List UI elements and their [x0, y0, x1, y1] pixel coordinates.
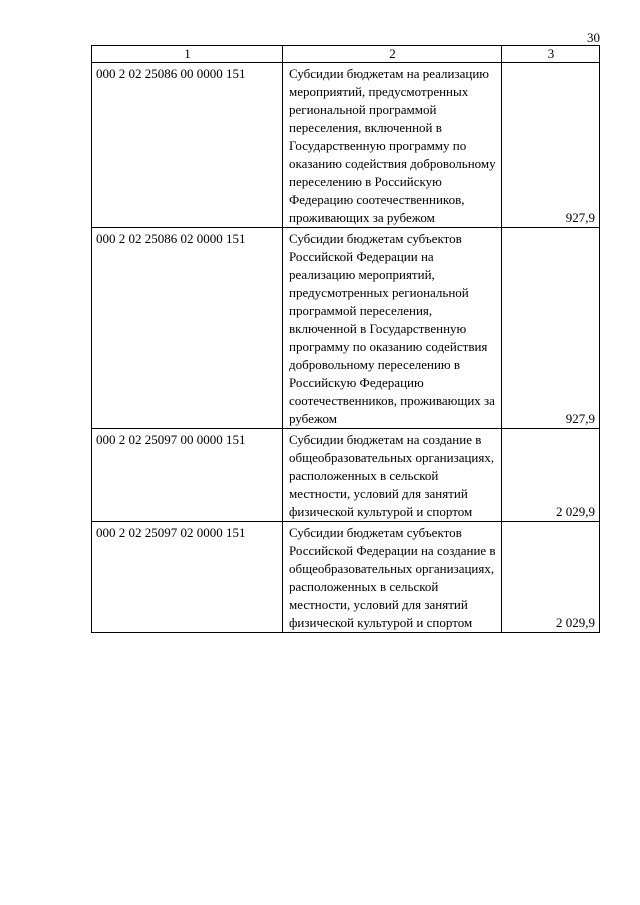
- page-number: 30: [587, 30, 600, 45]
- budget-table: [91, 45, 600, 633]
- table-row: [92, 228, 600, 429]
- income-name-cell: Субсидии бюджетам на реализацию мероприятий, предусмотренных региональной программой переселения, включенной в Государственную программу по оказанию содействия добровольному переселению в Российскую Федерацию соотечественников, проживающих за рубежом: [283, 63, 502, 228]
- table-row: [92, 522, 600, 633]
- table-row: [92, 63, 600, 228]
- income-name-cell: Субсидии бюджетам на создание в общеобразовательных организациях, расположенных в сельской местности, условий для занятий физической культурой и спортом: [283, 429, 502, 522]
- table-row: [92, 429, 600, 522]
- income-name-cell: Субсидии бюджетам субъектов Российской Федерации на создание в общеобразовательных организациях, расположенных в сельской местности, условий для занятий физической культурой и спортом: [283, 522, 502, 633]
- amount-cell: 2 029,9: [502, 429, 600, 522]
- column-header-3: 3: [502, 46, 600, 63]
- budget-code-cell: 000 2 02 25086 00 0000 151: [92, 63, 283, 228]
- budget-code-cell: 000 2 02 25097 02 0000 151: [92, 522, 283, 633]
- amount-cell: 927,9: [502, 63, 600, 228]
- income-name-cell: Субсидии бюджетам субъектов Российской Федерации на реализацию мероприятий, предусмотренных региональной программой переселения, включенной в Государственную программу по оказанию содействия добровольному переселению в Российскую Федерацию соотечественников, проживающих за рубежом: [283, 228, 502, 429]
- column-header-2: 2: [283, 46, 502, 63]
- budget-code-cell: 000 2 02 25097 00 0000 151: [92, 429, 283, 522]
- table-header-row: [92, 46, 600, 63]
- amount-cell: 2 029,9: [502, 522, 600, 633]
- budget-code-cell: 000 2 02 25086 02 0000 151: [92, 228, 283, 429]
- amount-cell: 927,9: [502, 228, 600, 429]
- column-header-1: 1: [92, 46, 283, 63]
